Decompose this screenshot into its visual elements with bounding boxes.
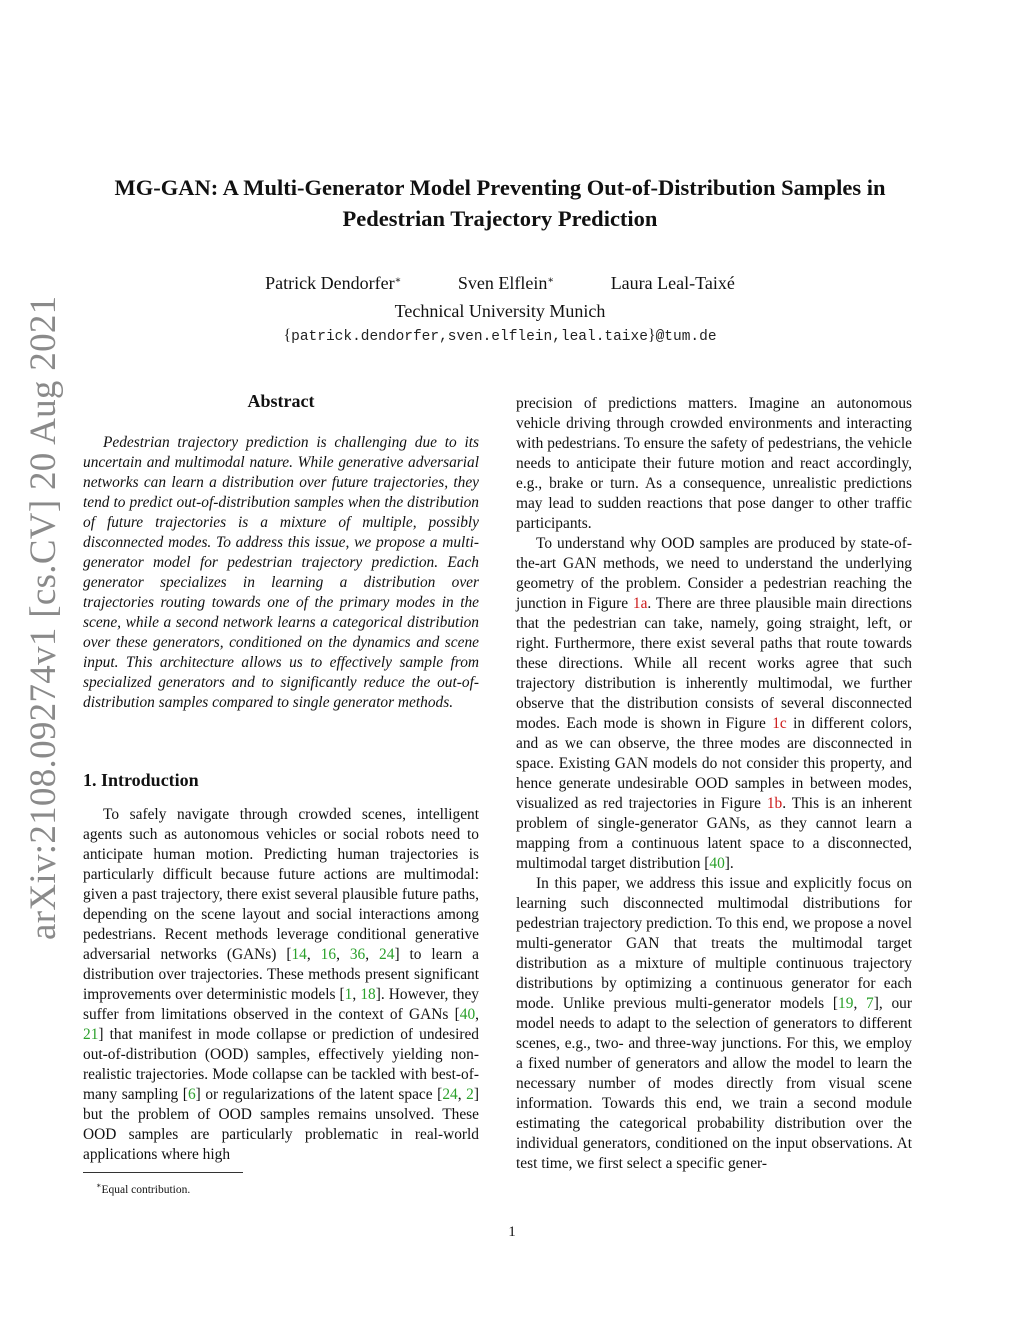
author xyxy=(265,271,401,295)
citation-link[interactable]: 19 xyxy=(838,995,854,1012)
figure-link[interactable]: 1a xyxy=(632,595,648,612)
citation-link[interactable]: 40 xyxy=(459,1006,476,1023)
citation-link[interactable]: 14 xyxy=(291,946,307,963)
text-run: , xyxy=(457,1086,467,1103)
text-run: ] to learn a distribution over trajectories. These methods present significant improvements over deterministic models [ xyxy=(83,946,479,1003)
author-name: Laura Leal-Taixé xyxy=(610,273,735,293)
citation-link[interactable]: 24 xyxy=(442,1086,458,1103)
citation-link[interactable]: 40 xyxy=(709,855,725,872)
author-list xyxy=(60,271,940,295)
abstract-heading: Abstract xyxy=(247,391,315,411)
intro-right-column xyxy=(516,394,912,1174)
abstract-body xyxy=(83,433,479,713)
text-run: , xyxy=(352,986,361,1003)
citation-link[interactable]: 1 xyxy=(344,986,353,1003)
text-run: , xyxy=(306,946,321,963)
intro-paragraph xyxy=(516,874,912,1174)
author xyxy=(458,271,554,295)
email-domain: @tum.de xyxy=(655,329,717,345)
citation-link[interactable]: 36 xyxy=(349,946,366,963)
footnote-text: Equal contribution. xyxy=(101,1183,191,1196)
citation-link[interactable]: 6 xyxy=(187,1086,196,1103)
figure-link[interactable]: 1c xyxy=(772,715,787,732)
text-run: , xyxy=(853,995,867,1012)
text-run: , xyxy=(365,946,380,963)
citation-link[interactable]: 24 xyxy=(379,946,395,963)
text-run: ] that manifest in mode collapse or prediction of undesired out-of-distribution (OOD) samples, effectively yielding non-realistic trajectories. Mode collapse can be tackled with best-of-many sampling [ xyxy=(83,1026,479,1103)
text-run: . There are three plausible main directions that the pedestrian can take, namely, going straight, left, or right. Furthermore, there exist several paths that route towards these directions. While all recent works agree that such trajectory distribution is inherently multimodal, we further observe that the distribution consists of several disconnected modes. Each mode is shown in Figure xyxy=(516,595,912,732)
citation-link[interactable]: 16 xyxy=(320,946,337,963)
text-run: in different colors, and as we can observe, the three modes are disconnected in space. Existing GAN models do not consider this property, and hence generate undesirable OOD samples in between modes, visualized as red trajectories in Figure xyxy=(516,715,912,812)
intro-paragraph: precision of predictions matters. Imagine an autonomous vehicle driving through crowded environments and interacting with pedestrians. To ensure the safety of pedestrians, the vehicle needs to anticipate their future motion and react accordingly, e.g., brake or turn. As a consequence, unrealistic predictions may lead to sudden reactions that pose danger to other traffic participants. xyxy=(516,395,912,532)
page-number: 1 xyxy=(508,1224,516,1240)
author-name: Patrick Dendorfer xyxy=(265,273,395,293)
citation-link[interactable]: 2 xyxy=(466,1086,474,1103)
text-run: To safely navigate through crowded scenes, intelligent agents such as autonomous vehicles or social robots need to anticipate human motion. Predicting human trajectories is particularly difficult because future actions are multimodal: given a past trajectory, there exist several plausible future paths, depending on the scene layout and social interactions among pedestrians. Recent methods leverage conditional generative adversarial networks (GANs) [ xyxy=(83,806,479,963)
text-run: ]. xyxy=(724,855,734,872)
arxiv-stamp: arXiv:2108.09274v1 [cs.CV] 20 Aug 2021 xyxy=(23,295,64,940)
author-mark: ∗ xyxy=(394,275,402,286)
email-brace-close: } xyxy=(647,327,656,344)
intro-paragraph xyxy=(83,805,479,1165)
paper-title xyxy=(60,172,940,234)
email-brace-open: { xyxy=(283,327,292,344)
citation-link[interactable]: 7 xyxy=(866,995,874,1012)
text-run: , xyxy=(336,946,350,963)
text-run: In this paper, we address this issue and explicitly focus on learning such disconnected multimodal distributions for pedestrian trajectory prediction. To this end, we propose a novel multi-generator GAN that treats the multimodal target distribution as a mixture of multiple continuous trajectory distributions by optimizing a continuous generator for each mode. Unlike previous multi-generator models [ xyxy=(516,875,912,1012)
author-emails xyxy=(60,326,940,347)
text-run: , xyxy=(475,1006,479,1023)
footnote-mark: ∗ xyxy=(96,1181,102,1190)
author-mark: ∗ xyxy=(547,275,555,286)
footnote-rule xyxy=(83,1172,243,1173)
intro-left-column xyxy=(83,805,479,1165)
email-names: patrick.dendorfer,sven.elflein,leal.taixe xyxy=(291,329,648,345)
title-line-1: MG-GAN: A Multi-Generator Model Preventing Out-of-Distribution Samples in xyxy=(114,175,886,200)
section-heading: 1. Introduction xyxy=(83,770,199,790)
figure-link[interactable]: 1b xyxy=(766,795,783,812)
text-run: ] but the problem of OOD samples remains unsolved. These OOD samples are particularly problematic in real-world applications where high xyxy=(83,1086,479,1163)
text-run: ] or regularizations of the latent space [ xyxy=(195,1086,443,1103)
citation-link[interactable]: 21 xyxy=(83,1026,99,1043)
abstract-paragraph: Pedestrian trajectory prediction is challenging due to its uncertain and multimodal nature. While generative adversarial networks can learn a distribution over future trajectories, they tend to predict out-of-distribution samples when the distribution of future trajectories is a mixture of multiple, possibly disconnected modes. To address this issue, we propose a multi-generator model for pedestrian trajectory prediction. Each generator specializes in learning a distribution over trajectories routing towards one of the primary modes in the scene, while a second network learns a categorical distribution over these generators, conditioned on the dynamics and scene input. This architecture allows us to effectively sample from specialized generators and to significantly reduce the out-of-distribution samples compared to single generator methods. xyxy=(83,434,479,711)
text-run: ]. However, they suffer from limitations observed in the context of GANs [ xyxy=(83,986,479,1023)
footnote xyxy=(96,1178,190,1198)
text-run: ], our model needs to adapt to the selection of generators to different scenes, e.g., two- and three-way junctions. For this, we employ a fixed number of generators and allow the model to learn the necessary number of modes directly from visual scene information. Towards this end, we train a second module estimating the categorical probability distribution over the individual generators, conditioned on the input observations. At test time, we first select a specific gener- xyxy=(516,995,912,1172)
text-run: . This is an inherent problem of single-generator GANs, as they cannot learn a mapping from a continuous latent space to a disconnected, multimodal target distribution [ xyxy=(516,795,912,872)
citation-link[interactable]: 18 xyxy=(360,986,376,1003)
author xyxy=(611,271,735,295)
text-run: To understand why OOD samples are produced by state-of-the-art GAN methods, we need to understand the underlying geometry of the problem. Consider a pedestrian reaching the junction in Figure xyxy=(516,535,912,612)
author-name: Sven Elflein xyxy=(457,273,548,293)
intro-paragraph xyxy=(516,534,912,874)
affiliation: Technical University Munich xyxy=(394,301,606,321)
title-line-2: Pedestrian Trajectory Prediction xyxy=(342,206,658,231)
